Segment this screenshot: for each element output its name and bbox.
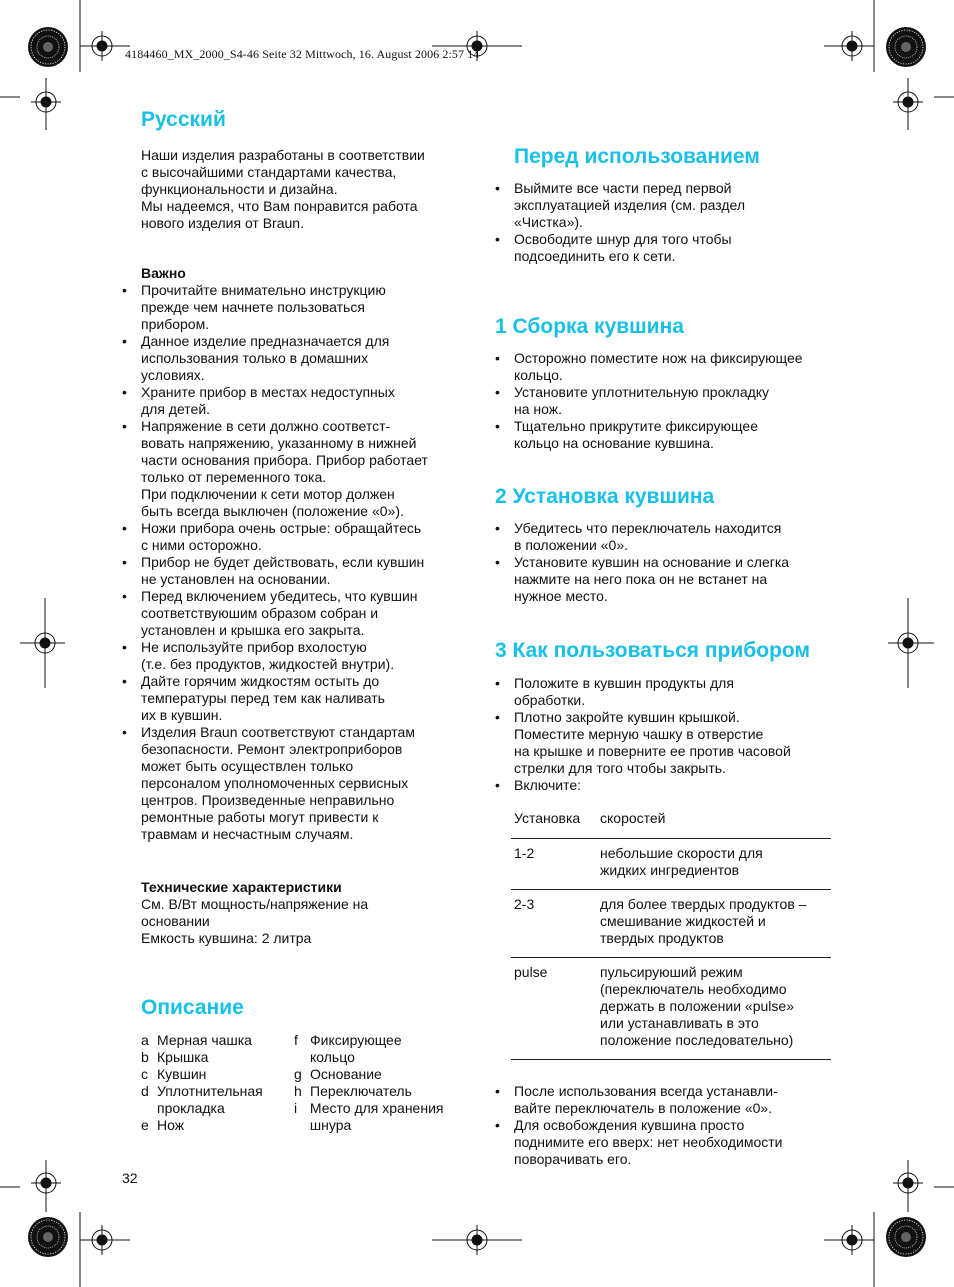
tech-line: Емкость кувшина: 2 литра — [141, 930, 312, 946]
table-row — [511, 890, 831, 958]
table-header-cell: Установка — [514, 810, 581, 826]
list-item: • Для освобождения кувшина просто поднимите его вверх: нет необходимости поворачивать его. — [514, 1117, 844, 1168]
intro-line: с высочайшими стандартами качества, — [141, 164, 397, 180]
list-item: b Крышка — [141, 1049, 209, 1065]
list-item: • Установите кувшин на основание и слегка нажмите на него пока он не встанет на нужное место. — [514, 554, 844, 605]
list-item: • Прибор не будет действовать, если кувшин не установлен на основании. — [141, 554, 461, 588]
intro-line: Наши изделия разработаны в соответствии — [141, 147, 425, 163]
description-col-2 — [294, 1032, 464, 1134]
list-item: i Место для хранения шнура — [294, 1100, 444, 1133]
list-item: • Напряжение в сети должно соответст- вовать напряжению, указанному в нижней части основания прибора. Прибор работает только от переменного тока. При подключении к сети мотор должен быть всегда выключен (положение «0»). — [141, 418, 461, 520]
usage-section — [514, 675, 844, 794]
list-item: • Осторожно поместите нож на фиксирующее кольцо. — [514, 350, 844, 384]
after-use-section — [514, 1083, 844, 1168]
table-header-row — [511, 810, 831, 839]
title-installation: 2 Установка кувшина — [495, 485, 715, 508]
table-row — [511, 839, 831, 890]
list-item: • После использования всегда устанавли- вайте переключатель в положение «0». — [514, 1083, 844, 1117]
list-item: • Выймите все части перед первой эксплуатацией изделия (см. раздел «Чистка»). — [514, 180, 844, 231]
title-russian: Русский — [141, 108, 226, 131]
tech-heading: Технические характеристики — [141, 879, 342, 895]
table-cell: пульсируюший режим (переключатель необходимо держать в положении «pulse» или устанавливать в это положение последовательно) — [597, 958, 831, 1060]
assembly-list — [514, 350, 844, 452]
list-item: e Нож — [141, 1117, 185, 1133]
assembly-section — [514, 350, 844, 452]
important-section — [141, 265, 461, 843]
installation-list — [514, 520, 844, 605]
table-cell: для более твердых продуктов – смешивание жидкостей и твердых продуктов — [597, 890, 831, 958]
title-before-use: Перед использованием — [514, 145, 760, 168]
list-item: • Дайте горячим жидкостям остыть до температуры перед тем как наливать их в кувшин. — [141, 673, 461, 724]
speed-table — [511, 810, 831, 1060]
table-cell: 1-2 — [511, 839, 597, 890]
intro-line: нового изделия от Braun. — [141, 215, 304, 231]
intro-text — [141, 147, 461, 232]
list-item: • Ножи прибора очень острые: обращайтесь с ними осторожно. — [141, 520, 461, 554]
list-item: • Тщательно прикрутите фиксирующее кольцо на основание кувшина. — [514, 418, 844, 452]
list-item: • Убедитесь что переключатель находится в положении «0». — [514, 520, 844, 554]
table-cell: pulse — [511, 958, 597, 1060]
intro-line: функциональности и дизайна. — [141, 181, 338, 197]
table-cell: небольшие скорости для жидких ингредиентов — [597, 839, 831, 890]
tech-line: См. В/Вт мощность/напряжение на — [141, 896, 369, 912]
table-cell: 2-3 — [511, 890, 597, 958]
description-col-1 — [141, 1032, 294, 1134]
list-item: a Мерная чашка — [141, 1032, 252, 1048]
list-item: • Плотно закройте кувшин крышкой. Поместите мерную чашку в отверстие на крышке и поверните ее против часовой стрелки для того чтобы закрыть. — [514, 709, 844, 777]
list-item: • Установите уплотнительную прокладку на нож. — [514, 384, 844, 418]
list-item: • Данное изделие предназначается для использования только в домашних условиях. — [141, 333, 461, 384]
important-heading: Важно — [141, 265, 186, 281]
list-item: • Положите в кувшин продукты для обработки. — [514, 675, 844, 709]
list-item: • Прочитайте внимательно инструкцию прежде чем начнете пользоваться прибором. — [141, 282, 461, 333]
tech-section — [141, 879, 461, 947]
list-item: c Кувшин — [141, 1066, 207, 1082]
title-assembly: 1 Сборка кувшина — [495, 315, 684, 338]
list-item: h Переключатель — [294, 1083, 412, 1099]
important-list — [141, 282, 461, 843]
list-item: • Перед включением убедитесь, что кувшин соответствуюшим образом собран и установлен и крышка его закрыта. — [141, 588, 461, 639]
before-use-list — [514, 180, 844, 265]
intro-line: Мы надеемся, что Вам понравится работа — [141, 198, 418, 214]
title-description: Описание — [141, 996, 244, 1019]
table-header-cell: скоростей — [600, 810, 666, 826]
page-number: 32 — [122, 1170, 138, 1186]
table-row — [511, 958, 831, 1060]
title-usage: 3 Как пользоваться прибором — [495, 639, 810, 662]
description-list — [141, 1032, 464, 1134]
list-item: • Освободите шнур для того чтобы подсоединить его к сети. — [514, 231, 844, 265]
installation-section — [514, 520, 844, 605]
after-use-list — [514, 1083, 844, 1168]
list-item: • Включите: — [514, 777, 844, 794]
list-item: f Фиксирующее кольцо — [294, 1032, 402, 1065]
before-use-section — [514, 180, 844, 265]
list-item: g Основание — [294, 1066, 382, 1082]
print-slug: 4184460_MX_2000_S4-46 Seite 32 Mittwoch, 16. August 2006 2:57 14 — [125, 47, 480, 61]
tech-line: основании — [141, 913, 210, 929]
list-item: • Изделия Braun соответствуют стандартам безопасности. Ремонт электроприборов может быть осуществлен только персоналом уполномоченных сервисных центров. Произведенные неправильно ремонтные работы могут привести к травмам и несчастным случаям. — [141, 724, 461, 843]
usage-list — [514, 675, 844, 794]
list-item: • Храните прибор в местах недоступных для детей. — [141, 384, 461, 418]
list-item: • Не используйте прибор вхолостую (т.е. без продуктов, жидкостей внутри). — [141, 639, 461, 673]
list-item: d Уплотнительная прокладка — [141, 1083, 263, 1116]
